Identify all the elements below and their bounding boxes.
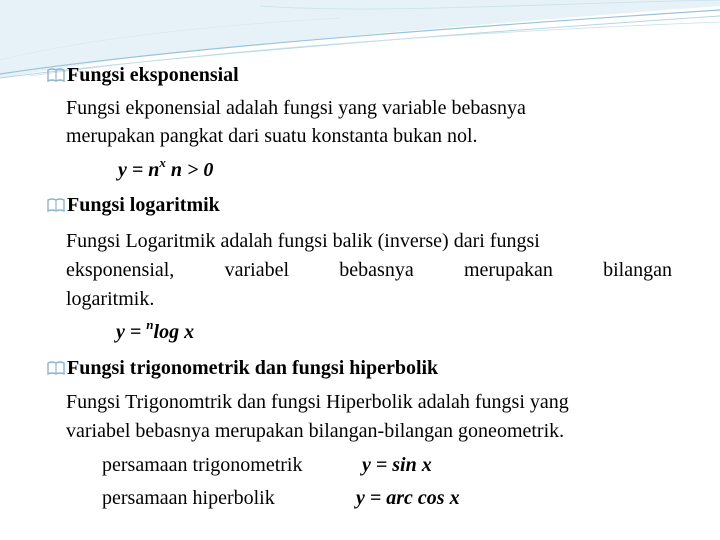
section-heading-trigonometrik: Fungsi trigonometrik dan fungsi hiperbolik xyxy=(46,356,438,380)
book-bullet-icon xyxy=(46,67,66,83)
paragraph-line: Fungsi ekponensial adalah fungsi yang variable bebasnya xyxy=(66,97,526,119)
paragraph-line: merupakan pangkat dari suatu konstanta bukan nol. xyxy=(66,125,478,147)
paragraph-line: logaritmik. xyxy=(66,288,155,310)
book-bullet-icon xyxy=(46,360,66,376)
example-label-trigonometrik: persamaan trigonometrik xyxy=(102,454,303,476)
section-heading-eksponensial: Fungsi eksponensial xyxy=(46,63,239,87)
formula-trigonometrik: y = sin x xyxy=(362,454,432,476)
example-label-hiperbolik: persamaan hiperbolik xyxy=(102,487,275,509)
paragraph-line: Fungsi Trigonomtrik dan fungsi Hiperbolik adalah fungsi yang xyxy=(66,391,569,413)
paragraph-line: variabel bebasnya merupakan bilangan-bilangan goneometrik. xyxy=(66,420,565,442)
formula-eksponensial: $y = n^x$ n > 0 xyxy=(118,155,214,181)
formula-hiperbolik: y = arc cos x xyxy=(356,487,460,509)
paragraph-line-justified: eksponensial, variabel bebasnya merupakan bilangan xyxy=(66,259,672,281)
formula-logaritmik: y = $^n$log x xyxy=(116,317,195,343)
section-heading-logaritmik: Fungsi logaritmik xyxy=(46,193,220,217)
paragraph-line: Fungsi Logaritmik adalah fungsi balik (inverse) dari fungsi xyxy=(66,230,540,252)
book-bullet-icon xyxy=(46,197,66,213)
